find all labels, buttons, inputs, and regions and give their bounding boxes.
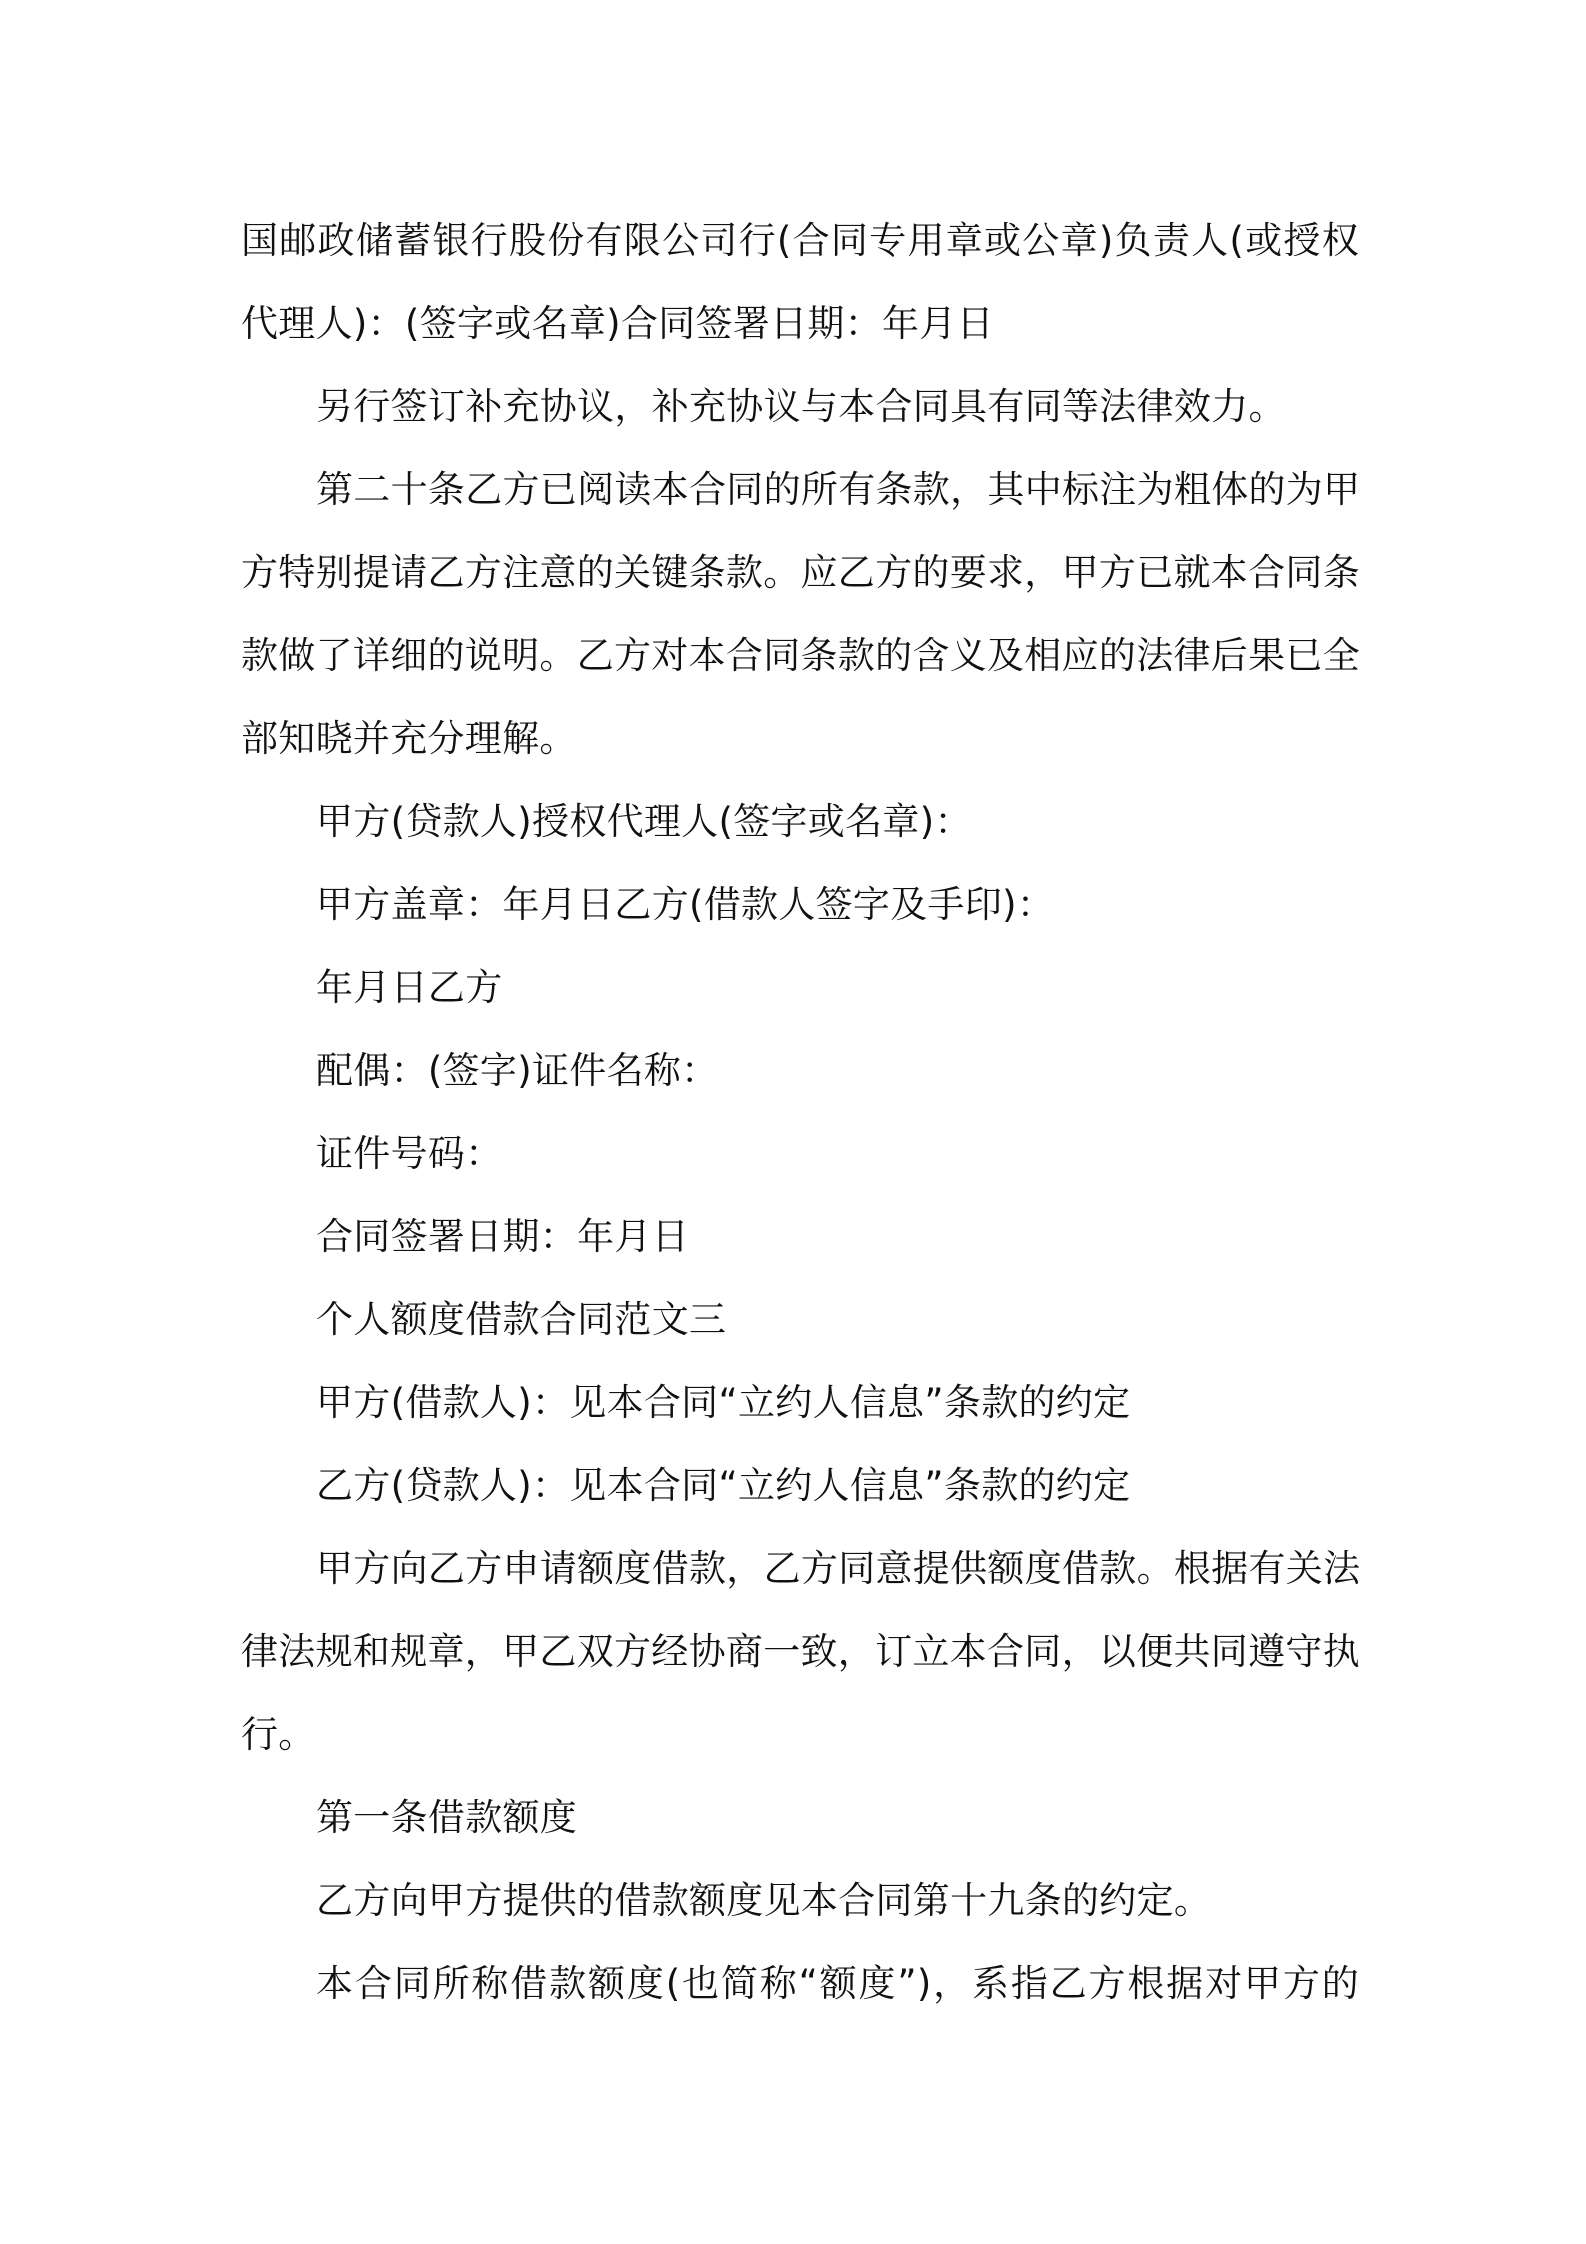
paragraph-spouse	[241, 1029, 1359, 1112]
text-line: 甲方向乙方申请额度借款，乙方同意提供额度借款。根据有关法	[316, 1547, 1361, 1590]
paragraph-party-a-agent	[241, 780, 1359, 863]
text-line: 乙方(贷款人)：见本合同“立约人信息”条款的约定	[316, 1464, 1131, 1507]
section-title	[241, 1278, 1359, 1361]
paragraph-credit-limit	[241, 1859, 1359, 1942]
text-line: 行。	[241, 1713, 316, 1756]
paragraph-date-party-b	[241, 946, 1359, 1029]
text-line: 代理人)：(签字或名章)合同签署日期：年月日	[241, 302, 994, 345]
text-line: 年月日乙方	[316, 966, 503, 1009]
text-line: 甲方盖章：年月日乙方(借款人签字及手印)：	[316, 883, 1055, 926]
paragraph-party-a-borrower	[241, 1361, 1359, 1444]
text-line: 第二十条乙方已阅读本合同的所有条款，其中标注为粗体的为甲	[316, 468, 1361, 511]
document-body	[241, 199, 1359, 2025]
paragraph-supplementary-agreement	[241, 365, 1359, 448]
paragraph-article-20	[241, 448, 1359, 780]
text-line: 国邮政储蓄银行股份有限公司行(合同专用章或公章)负责人(或授权	[241, 219, 1359, 262]
paragraph-id-number	[241, 1112, 1359, 1195]
article-1-heading	[241, 1776, 1359, 1859]
text-line: 款做了详细的说明。乙方对本合同条款的含义及相应的法律后果已全	[241, 634, 1360, 677]
paragraph-party-b-lender	[241, 1444, 1359, 1527]
text-line: 方特别提请乙方注意的关键条款。应乙方的要求，甲方已就本合同条	[241, 551, 1360, 594]
paragraph-signing-date	[241, 1195, 1359, 1278]
text-line: 部知晓并充分理解。	[241, 717, 577, 760]
text-line: 乙方向甲方提供的借款额度见本合同第十九条的约定。	[316, 1879, 1212, 1922]
text-line: 证件号码：	[316, 1132, 503, 1175]
paragraph-party-a-seal	[241, 863, 1359, 946]
paragraph-preamble	[241, 1527, 1359, 1776]
text-line: 个人额度借款合同范文三	[316, 1298, 727, 1341]
text-line: 本合同所称借款额度(也简称“额度”)，系指乙方根据对甲方的	[316, 1962, 1359, 2005]
text-line: 律法规和规章，甲乙双方经协商一致，订立本合同，以便共同遵守执	[241, 1630, 1360, 1673]
text-line: 合同签署日期：年月日	[316, 1215, 689, 1258]
text-line: 第一条借款额度	[316, 1796, 578, 1839]
paragraph-credit-limit-definition	[241, 1942, 1359, 2025]
text-line: 甲方(贷款人)授权代理人(签字或名章)：	[316, 800, 972, 843]
text-line: 甲方(借款人)：见本合同“立约人信息”条款的约定	[316, 1381, 1131, 1424]
text-line: 另行签订补充协议，补充协议与本合同具有同等法律效力。	[316, 385, 1286, 428]
paragraph-signature-bank	[241, 199, 1359, 365]
text-line: 配偶：(签字)证件名称：	[316, 1049, 719, 1092]
